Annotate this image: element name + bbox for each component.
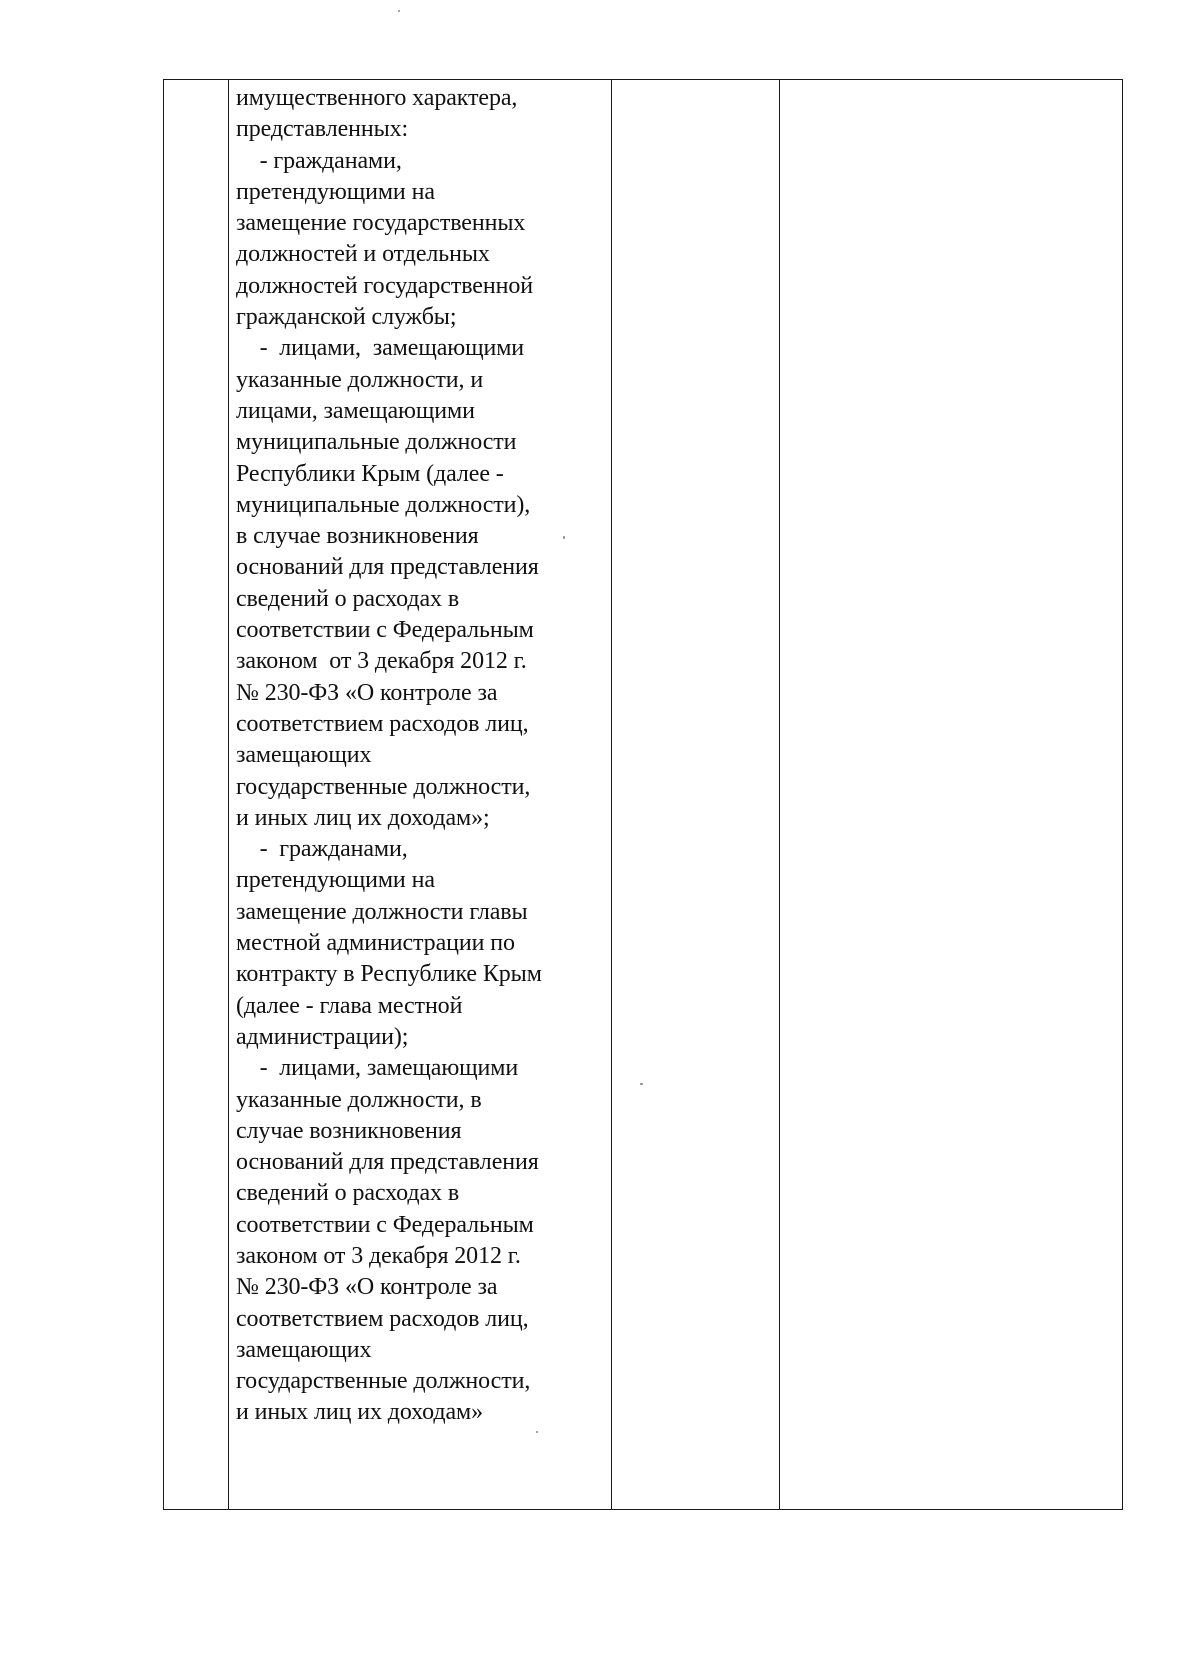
text-line: Республики Крым (далее -: [236, 460, 504, 487]
text-line: - лицами, замещающими: [236, 1055, 519, 1082]
text-line: имущественного характера,: [236, 85, 518, 111]
text-line: и иных лиц их доходам»;: [236, 804, 490, 831]
text-line: соответствием расходов лиц,: [236, 710, 529, 737]
scan-speck: [640, 1083, 643, 1085]
text-line: (далее - глава местной: [236, 992, 463, 1019]
text-line: указанные должности, и: [236, 366, 484, 393]
text-line: лицами, замещающими: [236, 397, 475, 424]
text-line: соответствием расходов лиц,: [236, 1305, 529, 1332]
text-line: законом от 3 декабря 2012 г.: [236, 1242, 521, 1269]
text-line: № 230-ФЗ «О контроле за: [236, 679, 498, 706]
text-line: должностей государственной: [236, 272, 533, 299]
text-line: претендующими на: [236, 867, 435, 894]
text-line: замещение должности главы: [236, 898, 528, 925]
text-line: соответствии с Федеральным: [236, 1211, 534, 1238]
text-line: - гражданами,: [236, 147, 402, 174]
text-line: сведений о расходах в: [236, 585, 460, 612]
text-line: государственные должности,: [236, 773, 531, 800]
text-line: муниципальные должности),: [236, 491, 531, 518]
text-line: случае возникновения: [236, 1117, 462, 1144]
text-line: должностей и отдельных: [236, 241, 490, 268]
text-line: контракту в Республике Крым: [236, 961, 542, 988]
text-line: № 230-ФЗ «О контроле за: [236, 1274, 498, 1301]
text-line: сведений о расходах в: [236, 1180, 460, 1207]
scan-speck: [398, 10, 400, 12]
text-line: гражданской службы;: [236, 304, 457, 331]
text-line: - гражданами,: [236, 836, 408, 863]
text-line: - лицами, замещающими: [236, 335, 525, 362]
text-line: соответствии с Федеральным: [236, 617, 534, 644]
scan-speck: [536, 1431, 538, 1433]
text-line: замещающих: [236, 1336, 372, 1363]
text-line: местной администрации по: [236, 930, 515, 957]
text-line: претендующими на: [236, 178, 435, 205]
text-line: замещение государственных: [236, 210, 526, 237]
text-line: администрации);: [236, 1023, 409, 1050]
text-line: государственные должности,: [236, 1368, 531, 1395]
text-line: представленных:: [236, 116, 409, 143]
text-line: оснований для представления: [236, 554, 539, 581]
text-line: указанные должности, в: [236, 1086, 482, 1113]
table-cell-text: [236, 83, 612, 1429]
text-line: оснований для представления: [236, 1149, 539, 1176]
scan-speck: [563, 536, 565, 539]
column-divider-1: [228, 80, 229, 1509]
text-line: законом от 3 декабря 2012 г.: [236, 648, 527, 675]
text-line: муниципальные должности: [236, 429, 517, 456]
text-line: в случае возникновения: [236, 523, 479, 550]
text-line: замещающих: [236, 742, 372, 769]
column-divider-3: [779, 80, 780, 1509]
text-line: и иных лиц их доходам»: [236, 1399, 484, 1426]
